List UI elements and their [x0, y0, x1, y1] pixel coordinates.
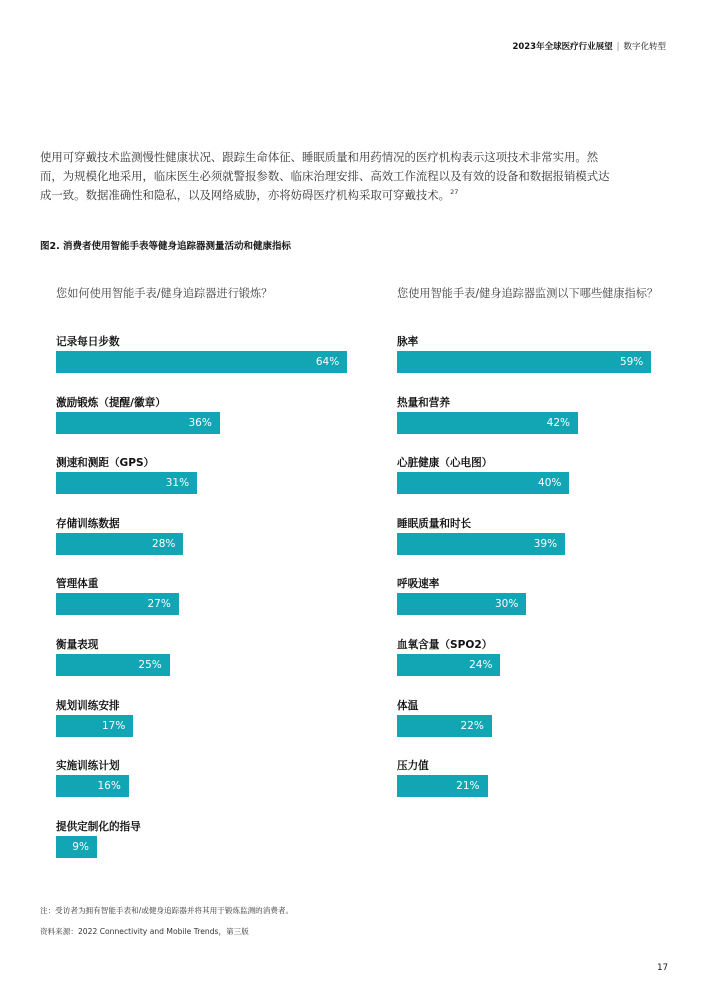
left-bar-row — [56, 516, 176, 550]
right-bar-row — [397, 455, 562, 490]
value-label: 36% — [188, 416, 212, 429]
value-label: 21% — [456, 780, 480, 793]
value-label: 17% — [102, 719, 126, 732]
category-label: 管理体重 — [56, 578, 99, 591]
value-label: 9% — [72, 840, 89, 853]
left-bar-row — [56, 819, 141, 853]
bar — [56, 472, 197, 494]
bar — [56, 593, 179, 615]
value-label: 31% — [165, 477, 190, 490]
category-label: 睡眠质量和时长 — [397, 517, 472, 530]
survey-note: 注：受访者为拥有智能手表和/或健身追踪器并将其用于锻炼监测的消费者。 — [40, 906, 294, 915]
report-title: 2023年全球医疗行业展望 — [512, 42, 613, 52]
category-label: 血氧含量（SPO2） — [397, 639, 493, 651]
bar — [56, 412, 220, 434]
right-bar-row — [397, 637, 493, 671]
left-bar-row — [56, 395, 212, 429]
bar — [397, 593, 526, 615]
right-bar-row — [397, 698, 484, 732]
value-label: 16% — [97, 780, 121, 793]
right-bar-row — [397, 516, 558, 550]
value-label: 59% — [619, 356, 644, 368]
intro-text: 使用可穿戴技术监测慢性健康状况、跟踪生命体征、睡眠质量和用药情况的医疗机构表示这项技术非常实用。然而，为规模化地采用，临床医生必须就警报参数、临床治理安排、高效工作流程以及有效的设备和数据报销模式达成一致。数据准确性和隐私，以及网络威胁，亦将妨碍医疗机构采取可穿戴技术。 — [40, 150, 610, 202]
bar — [56, 351, 347, 373]
value-label: 28% — [152, 537, 176, 550]
category-label: 心脏健康（心电图） — [397, 457, 493, 470]
category-label: 激励锻炼（提醒/徽章） — [56, 396, 166, 409]
bar — [56, 836, 97, 858]
right-bar-row — [397, 334, 644, 368]
category-label: 规划训练安排 — [56, 699, 120, 712]
left-bar-row — [56, 698, 126, 732]
bar — [56, 533, 183, 555]
category-label: 压力值 — [397, 760, 429, 773]
bar — [397, 412, 578, 434]
right-chart-question: 您使用智能手表/健身追踪器监测以下哪些健康指标？ — [397, 287, 659, 300]
value-label: 30% — [494, 598, 519, 611]
left-bar-row — [56, 758, 121, 793]
header-separator: | — [616, 42, 620, 52]
footnote-ref: 27 — [450, 188, 459, 197]
category-label: 衡量表现 — [56, 639, 99, 651]
bar — [56, 715, 133, 737]
category-label: 记录每日步数 — [56, 336, 120, 348]
left-bar-row — [56, 455, 190, 490]
value-label: 39% — [533, 537, 558, 550]
value-label: 27% — [147, 598, 171, 611]
page-number: 17 — [657, 963, 668, 973]
category-label: 热量和营养 — [397, 396, 450, 409]
bar — [397, 715, 492, 737]
bar — [397, 472, 569, 494]
bar — [56, 775, 129, 797]
right-bar-row — [397, 576, 519, 611]
right-bar-row — [397, 395, 571, 429]
category-label: 测速和测距（GPS） — [56, 457, 155, 470]
right-bar-row — [397, 758, 480, 793]
category-label: 体温 — [397, 699, 419, 712]
value-label: 40% — [538, 477, 562, 490]
value-label: 24% — [469, 659, 493, 671]
value-label: 22% — [460, 719, 484, 732]
intro-paragraph — [40, 148, 620, 205]
bar — [56, 654, 170, 676]
page-header — [512, 40, 666, 52]
section-name: 数字化转型 — [623, 42, 666, 52]
left-bar-row — [56, 576, 171, 611]
value-label: 42% — [546, 416, 571, 429]
source-note: 资料来源：2022 Connectivity and Mobile Trends，第三版 — [40, 927, 249, 936]
category-label: 实施训练计划 — [56, 760, 120, 773]
left-bar-row — [56, 637, 162, 671]
left-bar-row — [56, 334, 340, 368]
category-label: 存储训练数据 — [56, 517, 120, 530]
category-label: 脉率 — [397, 336, 419, 348]
bar — [397, 351, 651, 373]
category-label: 提供定制化的指导 — [56, 820, 141, 833]
value-label: 25% — [138, 659, 162, 671]
value-label: 64% — [315, 356, 340, 368]
bar — [397, 654, 500, 676]
category-label: 呼吸速率 — [397, 578, 440, 591]
bar — [397, 775, 488, 797]
left-chart-question: 您如何使用智能手表/健身追踪器进行锻炼？ — [56, 287, 273, 300]
bar — [397, 533, 565, 555]
figure-title: 图2. 消费者使用智能手表等健身追踪器测量活动和健康指标 — [40, 241, 292, 252]
